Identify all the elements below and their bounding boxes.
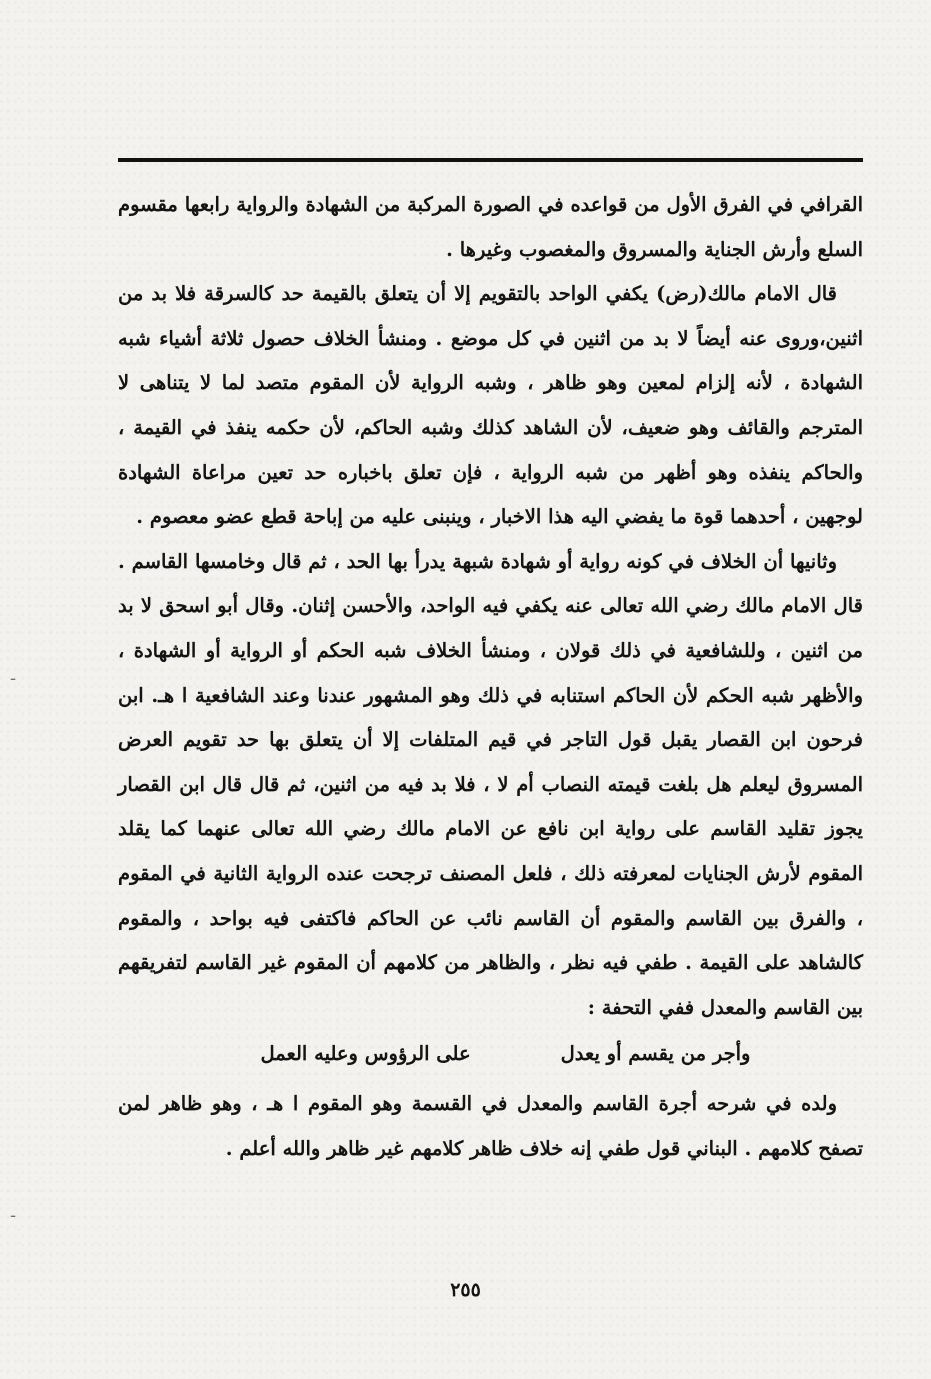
poetry-verse <box>148 1030 863 1078</box>
verse-second-hemistich: على الرؤوس وعليه العمل <box>260 1042 471 1066</box>
page-number: ٢٥٥ <box>450 1279 481 1301</box>
margin-tick-mark: - <box>10 1205 17 1226</box>
header-rule <box>118 158 863 162</box>
paragraph-2: قال الامام مالك(رض) يكفي الواحد بالتقويم إلا أن يتعلق بالقيمة حد كالسرقة فلا بد من اثنين،وروى عنه أيضاً لا بد من اثنين في كل موضع . ومنشأ الخلاف حصول ثلاثة أشياء شبه الشهادة ، لأنه إلزام لمعين وهو ظاهر ، وشبه الرواية لأن المقوم متصد لما لا يتناهى لا المترجم والقائف وهو ضعيف، لأن الشاهد كذلك وشبه الحاكم، لأن حكمه ينفذ في القيمة ، والحاكم ينفذه وهو أظهر من شبه الرواية ، فإن تعلق باخباره حد تعين مراعاة الشهادة لوجهين ، أحدهما قوة ما يفضي اليه هذا الاخبار ، وينبنى عليه من إباحة قطع عضو معصوم . <box>118 282 863 529</box>
margin-tick-mark: - <box>10 668 17 689</box>
paragraph-1: القرافي في الفرق الأول من قواعده في الصورة المركبة من الشهادة والرواية رابعها مقسوم السلع وأرش الجناية والمسروق والمغصوب وغيرها . <box>118 193 863 261</box>
closing-paragraph: ولده في شرحه أجرة القاسم والمعدل في القسمة وهو المقوم ا هـ ، وهو ظاهر لمن تصفح كلامهم . البناني قول طفي إنه خلاف ظاهر كلامهم غير ظاهر والله أعلم . <box>118 1092 863 1160</box>
main-text <box>118 183 863 1171</box>
verse-first-hemistich: وأجر من يقسم أو يعدل <box>560 1042 751 1066</box>
paragraph-3: وثانيها أن الخلاف في كونه رواية أو شهادة شبهة يدرأ بها الحد ، ثم قال وخامسها القاسم . قال الامام مالك رضي الله تعالى عنه يكفي فيه الواحد، والأحسن إثنان. وقال أبو اسحق لا بد من اثنين ، وللشافعية في ذلك قولان ، ومنشأ الخلاف شبه الحكم أو الرواية أو الشهادة ، والأظهر شبه الحكم لأن الحاكم استنابه في ذلك وهو المشهور عندنا وعند الشافعية ا هـ. ابن فرحون ابن القصار يقبل قول التاجر في قيم المتلفات إلا أن يتعلق بها حد تقويم العرض المسروق ليعلم هل بلغت قيمته النصاب أم لا ، فلا بد فيه من اثنين، ثم قال قال ابن القصار يجوز تقليد القاسم على رواية ابن نافع عن الامام مالك رضي الله تعالى عنهما كما يقلد المقوم لأرش الجنايات لمعرفته ذلك ، فلعل المصنف ترجحت عنده الرواية الثانية في المقوم ، والفرق بين القاسم والمقوم أن القاسم نائب عن الحاكم فاكتفى فيه بواحد ، والمقوم كالشاهد على القيمة . طفي فيه نظر ، والظاهر من كلامهم أن المقوم غير القاسم لتفريقهم بين القاسم والمعدل ففي التحفة : <box>118 549 863 1019</box>
